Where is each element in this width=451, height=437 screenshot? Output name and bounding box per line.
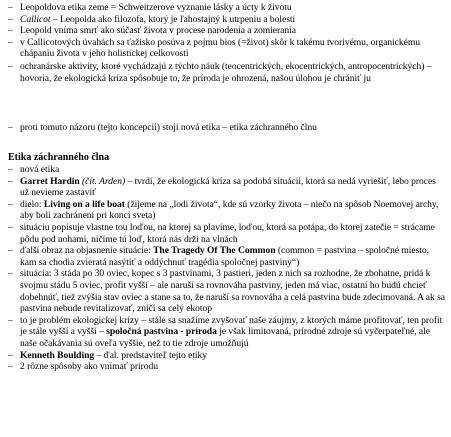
- item-text: situáciu popisuje vlastne tou loďou, na ktorej sa plavíme, loďou, ktorá sa potápa, do ktorej zatečie = strácame pôdu pod nohami, ničíme tú loď, ktorá nás drží na vlnách: [20, 221, 435, 245]
- list-item: [0, 315, 451, 350]
- list-item: [0, 199, 451, 222]
- list-item: [0, 350, 451, 362]
- dash-bullet: –: [8, 314, 13, 326]
- item-text: nová etika: [20, 164, 60, 175]
- item-text: je však limitovaná, prírodné zdroje sú vyčerpateľné, ale naše očakávania sú oveľa vyššie, než to tie zdroje umožňujú: [20, 326, 430, 349]
- dash-bullet: –: [8, 164, 13, 175]
- section-heading: Etika záchranného člna: [8, 152, 110, 163]
- item-text: Leopoldova etika zeme = Schweitzerove vyznanie lásky a úcty k životu: [20, 2, 292, 13]
- item-text: Leopold vníma smrť ako súčasť života v procese narodenia a zomierania: [20, 25, 296, 37]
- notes-section-1: [0, 2, 451, 84]
- dash-bullet: –: [8, 60, 13, 72]
- list-item: [0, 2, 451, 14]
- list-item: [0, 176, 451, 199]
- work-title: The Tragedy Of The Common: [153, 245, 276, 257]
- dash-bullet: –: [8, 268, 13, 280]
- dash-bullet: –: [8, 175, 13, 187]
- item-text: v Callicotových úvahách sa ťažisko posúva z pojmu bios (=život) skôr k takému tvorivému, organickému chápaniu života v jeho holistickej celkovosti: [20, 36, 420, 60]
- list-item: [0, 361, 451, 373]
- author-name: Kenneth Boulding: [20, 349, 95, 361]
- dash-bullet: –: [8, 198, 13, 210]
- notes-section-3: [0, 164, 451, 373]
- list-item: [0, 122, 451, 134]
- emphasis-text: spoločná pastvina - príroda: [106, 326, 217, 338]
- dash-bullet: –: [8, 25, 13, 37]
- item-text: – Leopolda ako filozofa, ktorý je ľahostajný k utrpeniu a bolesti: [50, 13, 296, 25]
- item-text: (žijeme na „lodi života“, kde sú vzorky života – niečo na spôsob Noemovej archy, aby boli zachránení pri konci sveta): [20, 198, 439, 222]
- dash-bullet: –: [8, 2, 13, 13]
- item-text: to je problém ekologickej krízy – stále sa snažíme zvyšovať naše záujmy, z ktorých máme profitovať, ten profit je stále vyšší a vyšší –: [20, 314, 443, 338]
- list-item: [0, 222, 451, 245]
- list-item: [0, 61, 451, 84]
- dash-bullet: –: [8, 361, 13, 373]
- dash-bullet: –: [8, 13, 13, 25]
- list-item: [0, 37, 451, 60]
- author-name: Garret Hardin: [20, 175, 80, 187]
- list-item: [0, 245, 451, 268]
- list-item: [0, 164, 451, 176]
- notes-section-2: [0, 122, 451, 134]
- dash-bullet: –: [8, 221, 13, 233]
- dash-bullet: –: [8, 245, 13, 257]
- item-text: ochranárske aktivity, ktoré vychádzajú z týchto náuk (teocentrických, ekocentrických, antropocentrických) – hovoria, že ekologická kríza spôsobuje to, že príroda je ohrozená, našou úlohou je chrániť ju: [20, 60, 432, 84]
- dash-bullet: –: [8, 36, 13, 48]
- work-title: Living on a life boat: [43, 198, 125, 210]
- list-item: [0, 268, 451, 314]
- item-text: – ďal. predstaviteľ tejto etiky: [94, 349, 208, 361]
- list-item: [0, 25, 451, 37]
- dash-bullet: –: [8, 349, 13, 361]
- dash-bullet: –: [8, 122, 13, 133]
- item-text: situácia: 3 stáda po 30 oviec, kopec s 3 pastvinami, 3 pastieri, jeden z nich sa rozhodne, že zbohatne, pridá k svojmu stádu 5 oviec, profit vyšší – ale naruší sa rovnováha pastviny, jeden má viac, ostatní ho budú chcieť dobehnúť, tiež zvýšia stav oviec a stane sa to, že naruší sa rovnováha a celá pastvina bude zdecimovaná. A ak sa pastvina nebude revitalizovať, zničí sa celý ekotop: [20, 268, 445, 315]
- item-text: dielo:: [20, 198, 44, 210]
- item-text: ďalší obraz na objasnenie situácie:: [20, 245, 154, 257]
- list-item: [0, 14, 451, 26]
- item-text-callicot: Callicot: [20, 13, 51, 25]
- item-text: – tvrdí, že ekologická kríza sa podobá situácii, ktorá sa nedá vyriešiť, lebo proces už nevieme zastaviť: [20, 175, 436, 199]
- item-text: proti tomuto názoru (tejto koncepcii) stojí nová etika – etika záchranného člnu: [20, 122, 317, 133]
- pronunciation-note: (čít. Arden): [82, 175, 126, 187]
- item-text: (common = pastvina – spoločné miesto, kam sa chodia zvieratá nasýtiť a oddýchnuť tragédia spoločnej pastviny“): [20, 245, 430, 268]
- item-text: 2 rôzne spôsoby ako vnímať prírodu: [20, 361, 159, 373]
